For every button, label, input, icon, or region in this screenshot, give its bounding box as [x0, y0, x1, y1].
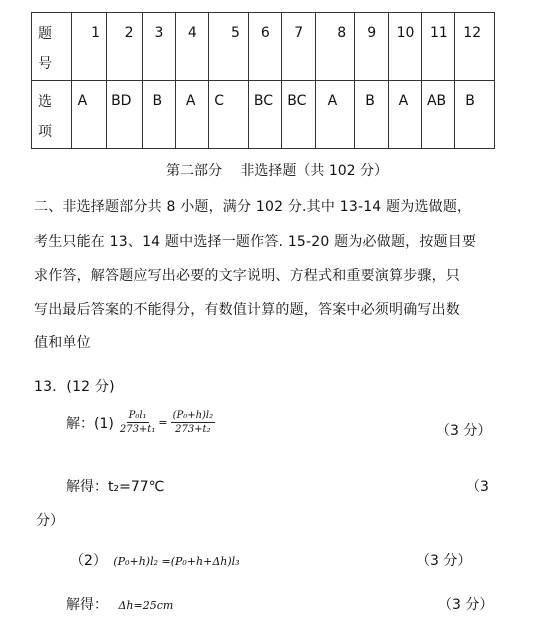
fraction-right-denominator: 273+t₂: [175, 424, 211, 435]
number-cell: 9: [355, 13, 388, 81]
number-cell: 5: [209, 13, 249, 81]
step4-result: Δh=25cm: [118, 599, 174, 612]
table-row-answers: [32, 81, 495, 149]
answer-table: [31, 12, 495, 149]
q13-heading: 13．(12 分): [34, 379, 115, 395]
number-cell: 10: [388, 13, 421, 81]
answer-cell: A: [315, 81, 355, 149]
step4-score: （3 分）: [438, 597, 494, 613]
number-cell: 8: [315, 13, 355, 81]
intro-line-5: 值和单位: [34, 335, 91, 351]
header-cell-option: [32, 81, 72, 149]
header-label-line2: 号: [38, 56, 52, 72]
intro-line-3: 求作答，解答题应写出必要的文字说明、方程式和重要演算步骤，只: [34, 268, 460, 284]
answer-cell: A: [175, 81, 208, 149]
answer-cell: B: [355, 81, 388, 149]
intro-line-4: 写出最后答案的不能得分，有数值计算的题，答案中必须明确写出数: [34, 302, 460, 318]
step1-score: （3 分）: [436, 423, 492, 439]
number-cell: 7: [282, 13, 315, 81]
step3-equation: (P₀+h)l₂ =(P₀+h+Δh)l₃: [113, 555, 240, 568]
answer-cell: A: [388, 81, 421, 149]
answer-cell: BD: [107, 81, 142, 149]
step2-result: t₂=77℃: [108, 479, 165, 495]
step3-label: （2）: [70, 553, 107, 569]
number-cell: 4: [175, 13, 208, 81]
answer-cell: B: [142, 81, 175, 149]
q13-step1: [66, 410, 215, 435]
option-label-line1: 选: [38, 94, 52, 110]
option-label-line2: 项: [38, 124, 52, 140]
fraction-right: [171, 410, 216, 435]
answer-cell: A: [71, 81, 106, 149]
step2-label: 解得：: [66, 479, 108, 495]
number-cell: 1: [71, 13, 106, 81]
number-cell: 6: [248, 13, 281, 81]
q13-step3: [70, 550, 240, 570]
answer-cell: AB: [421, 81, 454, 149]
answer-cell: B: [455, 81, 495, 149]
number-cell: 3: [142, 13, 175, 81]
answer-cell: C: [209, 81, 249, 149]
equals-sign: =: [158, 416, 168, 429]
step3-score: （3 分）: [416, 553, 472, 569]
step2-score-part1: （3: [466, 479, 489, 495]
number-cell: 12: [455, 13, 495, 81]
intro-line-1: 二、非选择题部分共 8 小题，满分 102 分.其中 13-14 题为选做题，: [34, 199, 472, 215]
intro-line-2: 考生只能在 13、14 题中选择一题作答. 15-20 题为必做题，按题目要: [34, 234, 477, 250]
step4-label: 解得：: [66, 597, 108, 613]
header-cell-number: [32, 13, 72, 81]
number-cell: 2: [107, 13, 142, 81]
header-label-line1: 题: [38, 26, 52, 42]
step1-label: 解：(1): [66, 415, 114, 432]
fraction-right-numerator: (P₀+h)l₂: [172, 410, 214, 421]
q13-step2: [66, 476, 164, 496]
section-title: 第二部分 非选择题（共 102 分）: [165, 163, 389, 179]
answer-cell: BC: [248, 81, 281, 149]
fraction-left: [120, 410, 156, 435]
step2-score-part2: 分）: [36, 513, 64, 529]
table-row-numbers: [32, 13, 495, 81]
number-cell: 11: [421, 13, 454, 81]
q13-step4: [66, 594, 173, 614]
answer-cell: BC: [282, 81, 315, 149]
fraction-left-denominator: 273+t₁: [119, 424, 156, 435]
fraction-left-numerator: P₀l₁: [128, 410, 147, 421]
